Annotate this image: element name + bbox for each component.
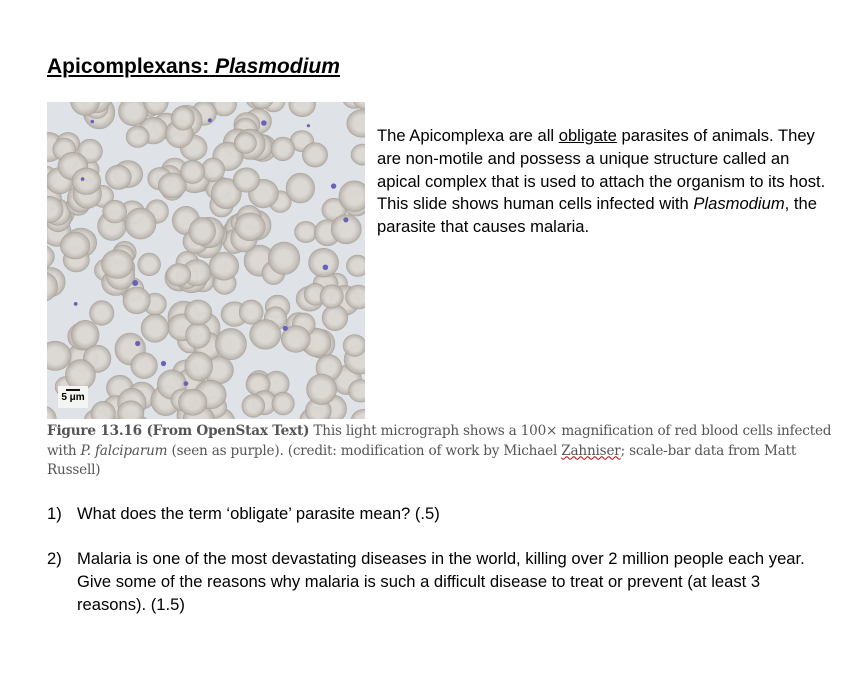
red-blood-cell bbox=[178, 389, 207, 415]
question-2 bbox=[47, 548, 807, 616]
red-blood-cell bbox=[185, 352, 213, 381]
red-blood-cell bbox=[289, 102, 316, 117]
intro-term-obligate: obligate bbox=[558, 126, 617, 145]
question-1 bbox=[47, 503, 807, 526]
red-blood-cell bbox=[242, 395, 265, 418]
red-blood-cell bbox=[234, 133, 256, 154]
caption-text-2: (seen as purple). (credit: modification of work by Michael bbox=[167, 442, 562, 459]
scale-bar bbox=[58, 386, 88, 408]
red-blood-cell bbox=[268, 242, 300, 275]
caption-text-3: ; scale-bar data from Matt Russell) bbox=[47, 442, 797, 479]
scale-bar-line bbox=[66, 389, 80, 391]
red-blood-cell bbox=[72, 168, 101, 195]
blood-cells-illustration bbox=[47, 102, 365, 419]
parasite-dot bbox=[74, 302, 78, 306]
red-blood-cell bbox=[60, 232, 90, 259]
caption-spellcheck-word: Zahniser bbox=[561, 442, 621, 459]
red-blood-cell bbox=[320, 285, 343, 309]
red-blood-cell bbox=[101, 250, 133, 279]
red-blood-cell bbox=[47, 245, 54, 269]
figure-caption bbox=[47, 422, 837, 481]
title-prefix: Apicomplexans: bbox=[47, 55, 210, 78]
red-blood-cell bbox=[351, 409, 365, 419]
red-blood-cell bbox=[106, 165, 132, 189]
red-blood-cell bbox=[343, 335, 365, 357]
question-number: 2) bbox=[47, 549, 62, 568]
page-title bbox=[47, 55, 340, 79]
parasite-dot bbox=[283, 326, 288, 331]
red-blood-cell bbox=[47, 406, 56, 419]
scale-bar-label: 5 μm bbox=[61, 392, 85, 403]
red-blood-cell bbox=[351, 144, 365, 165]
red-blood-cell bbox=[347, 110, 365, 138]
parasite-dot bbox=[208, 118, 212, 122]
red-blood-cell bbox=[47, 341, 71, 370]
red-blood-cell bbox=[125, 208, 156, 239]
parasite-dot bbox=[261, 120, 267, 126]
red-blood-cell bbox=[166, 264, 190, 287]
red-blood-cell bbox=[272, 392, 294, 415]
red-blood-cell bbox=[286, 173, 315, 203]
parasite-dot bbox=[331, 183, 336, 188]
intro-text-3: , the parasite that causes malaria. bbox=[377, 194, 817, 237]
title-genus: Plasmodium bbox=[215, 55, 340, 78]
red-blood-cell bbox=[295, 221, 318, 242]
red-blood-cell bbox=[131, 353, 158, 379]
parasite-dot bbox=[161, 361, 166, 366]
red-blood-cell bbox=[138, 253, 161, 276]
question-text: Malaria is one of the most devastating diseases in the world, killing over 2 million people each year. Give some of the reasons why malaria is such a difficult disease to treat or prevent (at least 3 reasons). (1.5) bbox=[77, 549, 805, 614]
micrograph-image bbox=[47, 102, 365, 419]
red-blood-cell bbox=[346, 255, 365, 276]
red-blood-cell bbox=[90, 301, 114, 326]
red-blood-cell bbox=[209, 252, 239, 280]
red-blood-cell bbox=[307, 374, 337, 405]
red-blood-cell bbox=[180, 160, 204, 183]
parasite-dot bbox=[184, 381, 189, 386]
intro-paragraph bbox=[377, 125, 827, 239]
red-blood-cell bbox=[250, 320, 281, 350]
red-blood-cell bbox=[202, 158, 225, 182]
intro-genus: Plasmodium bbox=[693, 194, 785, 214]
red-blood-cell bbox=[103, 200, 127, 223]
red-blood-cell bbox=[235, 213, 265, 241]
intro-text-1: The Apicomplexa are all bbox=[377, 126, 559, 145]
question-text: What does the term ‘obligate’ parasite mean? (.5) bbox=[77, 504, 440, 523]
caption-species: P. falciparum bbox=[80, 442, 168, 459]
parasite-dot bbox=[81, 177, 85, 181]
question-number: 1) bbox=[47, 504, 62, 523]
red-blood-cell bbox=[309, 248, 339, 277]
parasite-dot bbox=[307, 124, 310, 127]
caption-text-1: This light micrograph shows a 100× magnification of red blood cells infected with bbox=[47, 423, 832, 459]
red-blood-cell bbox=[233, 168, 259, 192]
parasite-dot bbox=[132, 280, 138, 286]
figure-label: Figure 13.16 (From OpenStax Text) bbox=[47, 423, 310, 439]
parasite-dot bbox=[323, 265, 329, 271]
red-blood-cell bbox=[123, 287, 150, 314]
red-blood-cell bbox=[185, 300, 212, 325]
red-blood-cell bbox=[189, 217, 216, 245]
red-blood-cell bbox=[271, 137, 294, 161]
red-blood-cell bbox=[171, 106, 194, 130]
parasite-dot bbox=[343, 217, 348, 222]
red-blood-cell bbox=[215, 328, 246, 359]
intro-text-2: parasites of animals. They are non-motile and possess a unique structure called an apical complex that is used to attach the organism to its host. This slide shows human cells infected with bbox=[377, 126, 826, 214]
red-blood-cell bbox=[302, 143, 327, 167]
red-blood-cell bbox=[186, 322, 211, 348]
parasite-dot bbox=[91, 120, 95, 124]
red-blood-cell bbox=[322, 305, 348, 331]
parasite-dot bbox=[135, 341, 140, 346]
red-blood-cell bbox=[141, 314, 169, 342]
red-blood-cell bbox=[126, 126, 149, 147]
